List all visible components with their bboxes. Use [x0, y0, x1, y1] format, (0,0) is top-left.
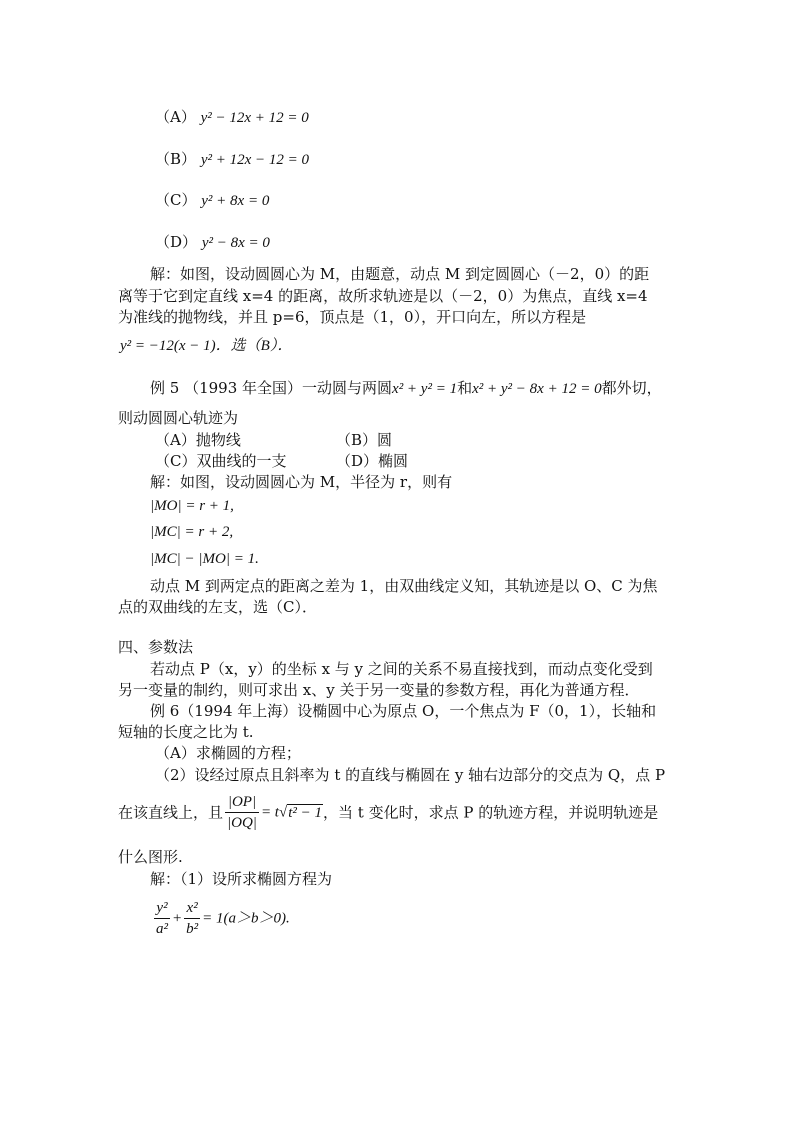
ratio-fraction: $\frac{|OP|}{|OQ|}$ — [227, 794, 257, 831]
example-5-equation-3: |MC| − |MO| = 1. — [150, 551, 259, 567]
example-5-option-d: （D）椭圆 — [336, 452, 409, 470]
ellipse-equation: $\frac{\text{y²}}{\text{a²}}$ + $\frac{\text{x²}}{\text{b²}}$ = 1(a＞b＞0). — [156, 900, 290, 937]
example-6-question-2-condition: 在该直线上，且 $\frac{|OP|}{|OQ|}$ = t√t² − 1，当 t 变化时，求点 P 的轨迹方程，并说明轨迹是 — [118, 794, 659, 831]
solution-4-line-3: 为准线的抛物线，并且 p=6，顶点是（1，0），开口向左，所以方程是 — [118, 308, 587, 326]
example-5-equation-2: |MC| = r + 2, — [150, 524, 234, 540]
example-6-line-2: 短轴的长度之比为 t. — [118, 723, 254, 741]
option-a: （A） y² − 12x + 12 = 0 — [155, 108, 309, 126]
solution-4-line-1: 解：如图，设动圆圆心为 M，由题意，动点 M 到定圆圆心（－2，0）的距 — [150, 265, 650, 283]
example-6-question-1: （A）求椭圆的方程； — [155, 744, 301, 762]
example-5-conclusion-line-2: 点的双曲线的左支，选（C）． — [118, 598, 317, 616]
solution-4-line-2: 离等于它到定直线 x=4 的距离，故所求轨迹是以（－2，0）为焦点，直线 x=4 — [118, 287, 648, 305]
example-5-option-c: （C）双曲线的一支 — [155, 452, 287, 470]
example-5-statement: 例 5 （1993 年全国）一动圆与两圆x² + y² = 1和x² + y² − 8x + 12 = 0都外切， — [150, 379, 662, 397]
example-5-solution-intro: 解：如图，设动圆圆心为 M，半径为 r，则有 — [150, 473, 453, 491]
solution-4-answer: y² = −12(x − 1)．选（B）． — [120, 338, 293, 354]
sqrt-sign-icon: √ — [278, 804, 288, 821]
option-c: （C） y² + 8x = 0 — [155, 191, 270, 209]
example-6-question-2-end: 什么图形. — [118, 848, 183, 866]
section-paragraph-line-2: 另一变量的制约，则可求出 x、y 关于另一变量的参数方程，再化为普通方程． — [118, 681, 640, 699]
example-6-solution-intro: 解：（1）设所求椭圆方程为 — [150, 870, 333, 888]
circle-1-equation: x² + y² = 1 — [392, 381, 458, 397]
section-title: 四、参数法 — [118, 638, 194, 656]
example-6-line-1: 例 6（1994 年上海）设椭圆中心为原点 O，一个焦点为 F（0，1），长轴和 — [150, 702, 657, 720]
option-c-equation: y² + 8x = 0 — [201, 193, 270, 209]
example-6-question-2: （2）设经过原点且斜率为 t 的直线与椭圆在 y 轴右边部分的交点为 Q，点 P — [155, 766, 666, 784]
option-d: （D） y² − 8x = 0 — [155, 233, 270, 251]
sqrt-expression: t² − 1 — [288, 804, 323, 821]
option-a-equation: y² − 12x + 12 = 0 — [200, 110, 309, 126]
example-5-option-a: （A）抛物线 — [155, 431, 241, 449]
option-d-equation: y² − 8x = 0 — [201, 235, 270, 251]
example-5-equation-1: |MO| = r + 1, — [150, 498, 234, 514]
example-5-conclusion-line-1: 动点 M 到两定点的距离之差为 1，由双曲线定义知，其轨迹是以 O、C 为焦 — [150, 577, 658, 595]
circle-2-equation: x² + y² − 8x + 12 = 0 — [472, 381, 602, 397]
example-5-option-b: （B）圆 — [336, 431, 393, 449]
example-5-line-2: 则动圆圆心轨迹为 — [118, 409, 239, 427]
option-b: （B） y² + 12x − 12 = 0 — [155, 150, 309, 168]
option-b-equation: y² + 12x − 12 = 0 — [200, 152, 309, 168]
section-paragraph-line-1: 若动点 P（x，y）的坐标 x 与 y 之间的关系不易直接找到，而动点变化受到 — [150, 660, 653, 678]
